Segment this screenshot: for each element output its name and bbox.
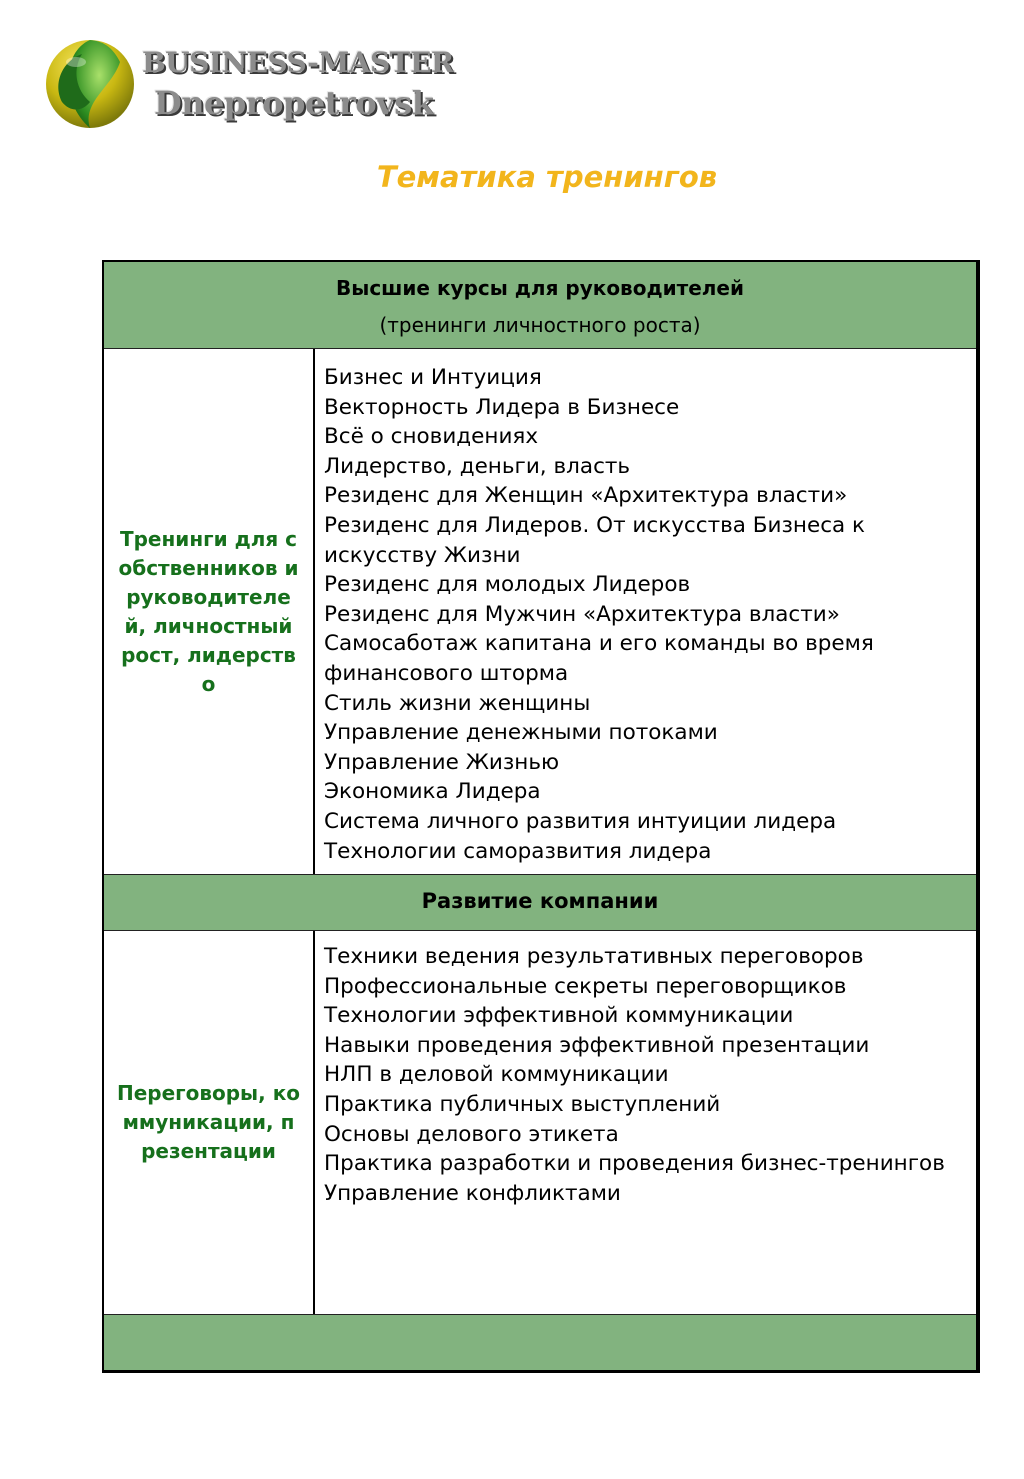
list-item: Практика разработки и проведения бизнес-тренингов bbox=[324, 1151, 945, 1177]
section-title: Развитие компании bbox=[421, 889, 659, 913]
topics-list bbox=[324, 349, 966, 866]
section-title: Высшие курсы для руководителей bbox=[335, 276, 745, 300]
list-item: Управление денежными потоками bbox=[324, 720, 718, 746]
list-item: Основы делового этикета bbox=[324, 1121, 619, 1147]
page-title: Тематика тренингов bbox=[376, 160, 718, 194]
logo-emblem bbox=[42, 32, 142, 132]
list-item: Управление конфликтами bbox=[324, 1180, 621, 1206]
category-label: Переговоры, коммуникации, презентации bbox=[116, 1081, 301, 1163]
category-cell bbox=[104, 349, 315, 874]
list-item: Лидерство, деньги, власть bbox=[324, 453, 631, 479]
list-item: Система личного развития интуиции лидера bbox=[324, 808, 837, 834]
list-item: Всё о сновидениях bbox=[324, 424, 539, 450]
list-item: Самосаботаж капитана и его команды во время финансового шторма bbox=[324, 631, 874, 686]
list-item: Техники ведения результативных переговоров bbox=[324, 944, 864, 969]
list-item: Навыки проведения эффективной презентации bbox=[324, 1032, 870, 1058]
list-item: Технологии саморазвития лидера bbox=[324, 838, 712, 864]
list-item: Резиденс для Мужчин «Архитектура власти» bbox=[324, 601, 840, 627]
list-item: Резиденс для молодых Лидеров bbox=[324, 572, 691, 598]
logo bbox=[42, 32, 462, 132]
section-row-leadership bbox=[104, 349, 976, 874]
training-topics-table bbox=[102, 260, 980, 1373]
section-subtitle: (тренинги личностного роста) bbox=[379, 313, 701, 337]
list-item: Резиденс для Лидеров. От искусства Бизнеса к искусству Жизни bbox=[324, 512, 866, 568]
section-header-company-development bbox=[104, 874, 976, 931]
list-item: Стиль жизни женщины bbox=[324, 690, 591, 716]
category-label: Тренинги для собственников и руководителей, личностный рост, лидерство bbox=[118, 526, 299, 696]
list-item: Бизнес и Интуиция bbox=[324, 365, 542, 390]
topics-cell bbox=[324, 349, 966, 874]
list-item: Экономика Лидера bbox=[324, 779, 541, 805]
logo-text-business-master: BUSINESS-MASTER bbox=[142, 46, 454, 79]
list-item: Технологии эффективной коммуникации bbox=[324, 1003, 794, 1029]
list-item: Векторность Лидера в Бизнесе bbox=[324, 394, 680, 420]
section-header-executive-courses bbox=[104, 262, 976, 349]
list-item: Практика публичных выступлений bbox=[324, 1091, 721, 1117]
topics-cell bbox=[324, 931, 966, 1314]
topics-list bbox=[324, 931, 966, 1208]
logo-text-city: Dnepropetrovsk bbox=[154, 84, 434, 122]
list-item: Профессиональные секреты переговорщиков bbox=[324, 973, 847, 999]
table-footer-row bbox=[104, 1314, 976, 1370]
list-item: Управление Жизнью bbox=[324, 749, 560, 775]
category-cell bbox=[104, 931, 315, 1314]
list-item: Резиденс для Женщин «Архитектура власти» bbox=[324, 483, 848, 509]
section-row-communication bbox=[104, 931, 976, 1314]
list-item: НЛП в деловой коммуникации bbox=[324, 1062, 669, 1088]
